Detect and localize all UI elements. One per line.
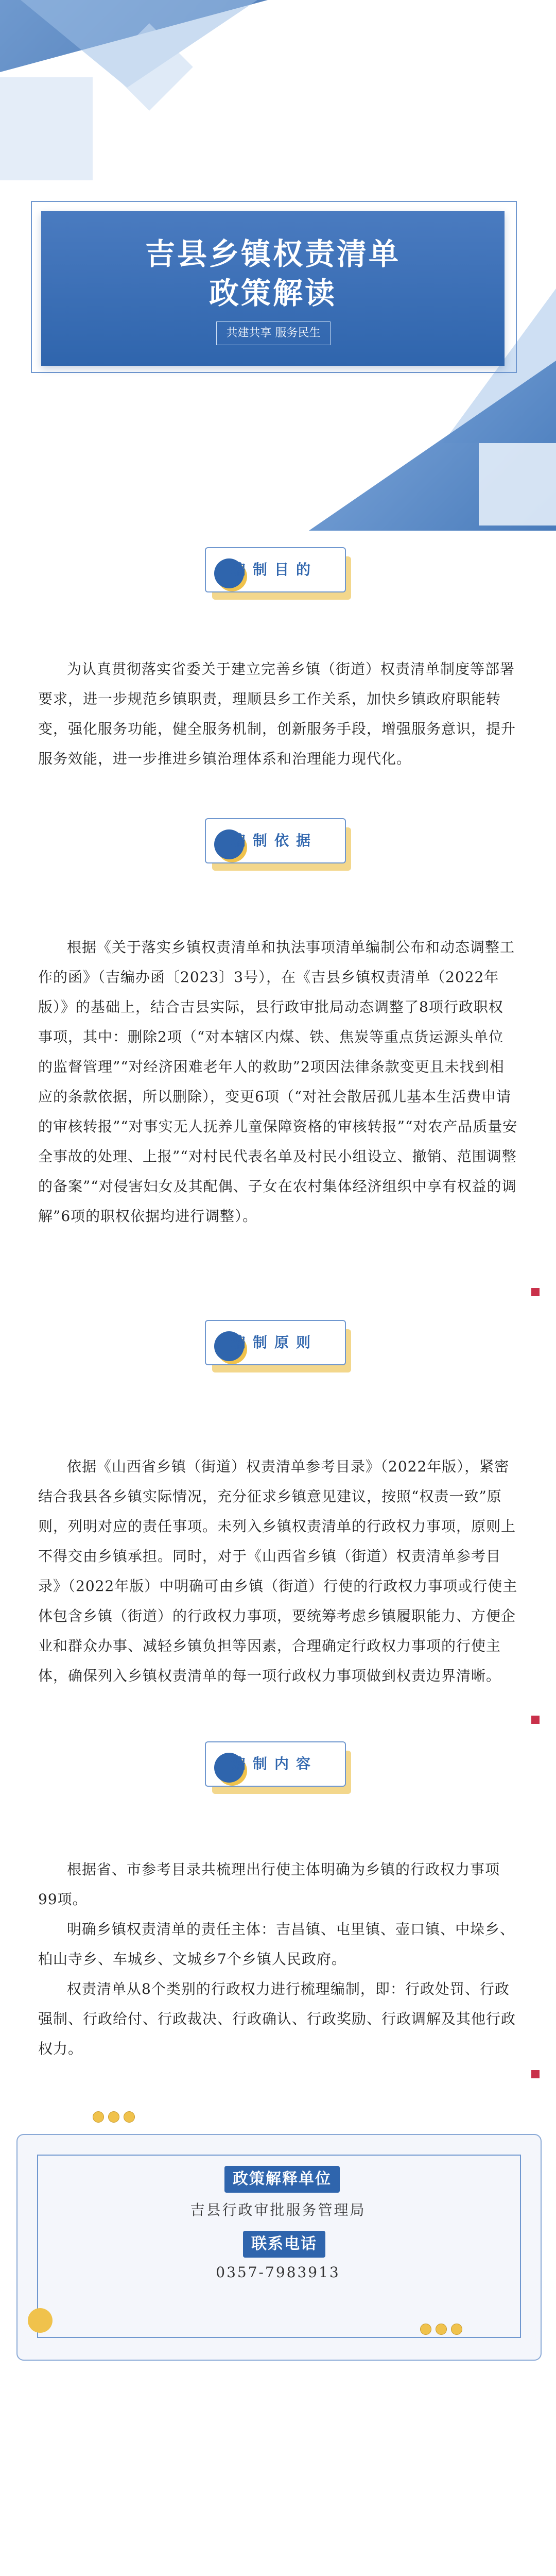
section-label: 编制内容 [231,1755,318,1772]
page-subtitle: 政策解读 [208,276,337,311]
red-square-marker-icon [531,2070,540,2078]
section-paragraph: 根据《关于落实乡镇权责清单和执法事项清单编制公布和动态调整工作的函》（吉编办函〔2023〕3号），在《吉县乡镇权责清单（2022年版）》的基础上，结合吉县实际，县行政审批局动态调整了8项行政职权事项，其中：删除2项（“对本辖区内煤、铁、焦炭等重点货运源头单位的监督管理”“对经济困难老年人的救助”2项因法律条款变更且未找到相应的条款依据，所以删除），变更6项（“对社会散居孤儿基本生活费申请的审核转报”“对事实无人抚养儿童保障资格的审核转报”“对农产品质量安全事故的处理、上报”“对村民代表名单及村民小组设立、撤销、范围调整的备案”“对侵害妇女及其配偶、子女在农村集体经济组织中享有权益的调解”6项的职权依据均进行调整）。 [38,939,518,1225]
section-header-content [205,1741,351,1798]
red-square-marker-icon [531,1716,540,1724]
phone-number: 0357-7983913 [216,2264,340,2281]
section-label: 编制目的 [231,561,318,578]
section-paragraph: 根据省、市参考目录共梳理出行使主体明确为乡镇的行政权力事项99项。 [38,1861,500,1908]
square-decoration-right [479,443,556,526]
unit-name: 吉县行政审批服务管理局 [190,2201,366,2218]
section-label: 编制依据 [231,832,318,849]
section-header-principle [205,1320,351,1377]
decorative-dots-icon [93,2111,139,2122]
section-label: 编制原则 [231,1334,318,1351]
square-decoration [0,77,93,180]
section-header-basis [205,818,351,875]
red-square-marker-icon [531,1288,540,1296]
tagline: 共建共享 服务民生 [216,321,331,345]
corner-dot-icon [28,2308,53,2333]
phone-label-badge: 联系电话 [243,2231,325,2258]
section-paragraph: 为认真贯彻落实省委关于建立完善乡镇（街道）权责清单制度等部署要求，进一步规范乡镇职责，理顺县乡工作关系，加快乡镇政府职能转变，强化服务功能，健全服务机制，创新服务手段，增强服务意识，提升服务效能，进一步推进乡镇治理体系和治理能力现代化。 [38,660,516,767]
section-paragraph: 权责清单从8个类别的行政权力进行梳理编制，即：行政处罚、行政强制、行政给付、行政裁决、行政确认、行政奖励、行政调解及其他行政权力。 [38,1980,516,2057]
title-banner [41,211,505,366]
decorative-dots-icon [420,2324,466,2334]
unit-label-badge: 政策解释单位 [224,2166,340,2193]
page-title: 吉县乡镇权责清单 [145,236,401,272]
section-header-purpose [205,547,351,604]
section-paragraph: 明确乡镇权责清单的责任主体：吉昌镇、屯里镇、壶口镇、中垛乡、柏山寺乡、车城乡、文城乡7个乡镇人民政府。 [38,1921,515,1968]
section-paragraph: 依据《山西省乡镇（街道）权责清单参考目录》（2022年版），紧密结合我县各乡镇实际情况，充分征求乡镇意见建议，按照“权责一致”原则，列明对应的责任事项。未列入乡镇权责清单的行政权力事项，原则上不得交由乡镇承担。同时，对于《山西省乡镇（街道）权责清单参考目录》（2022年版）中明确可由乡镇（街道）行使的行政权力事项或行使主体包含乡镇（街道）的行政权力事项，要统筹考虑乡镇履职能力、方便企业和群众办事、减轻乡镇负担等因素，合理确定行政权力事项的行使主体，确保列入乡镇权责清单的每一项行政权力事项做到权责边界清晰。 [38,1458,518,1684]
